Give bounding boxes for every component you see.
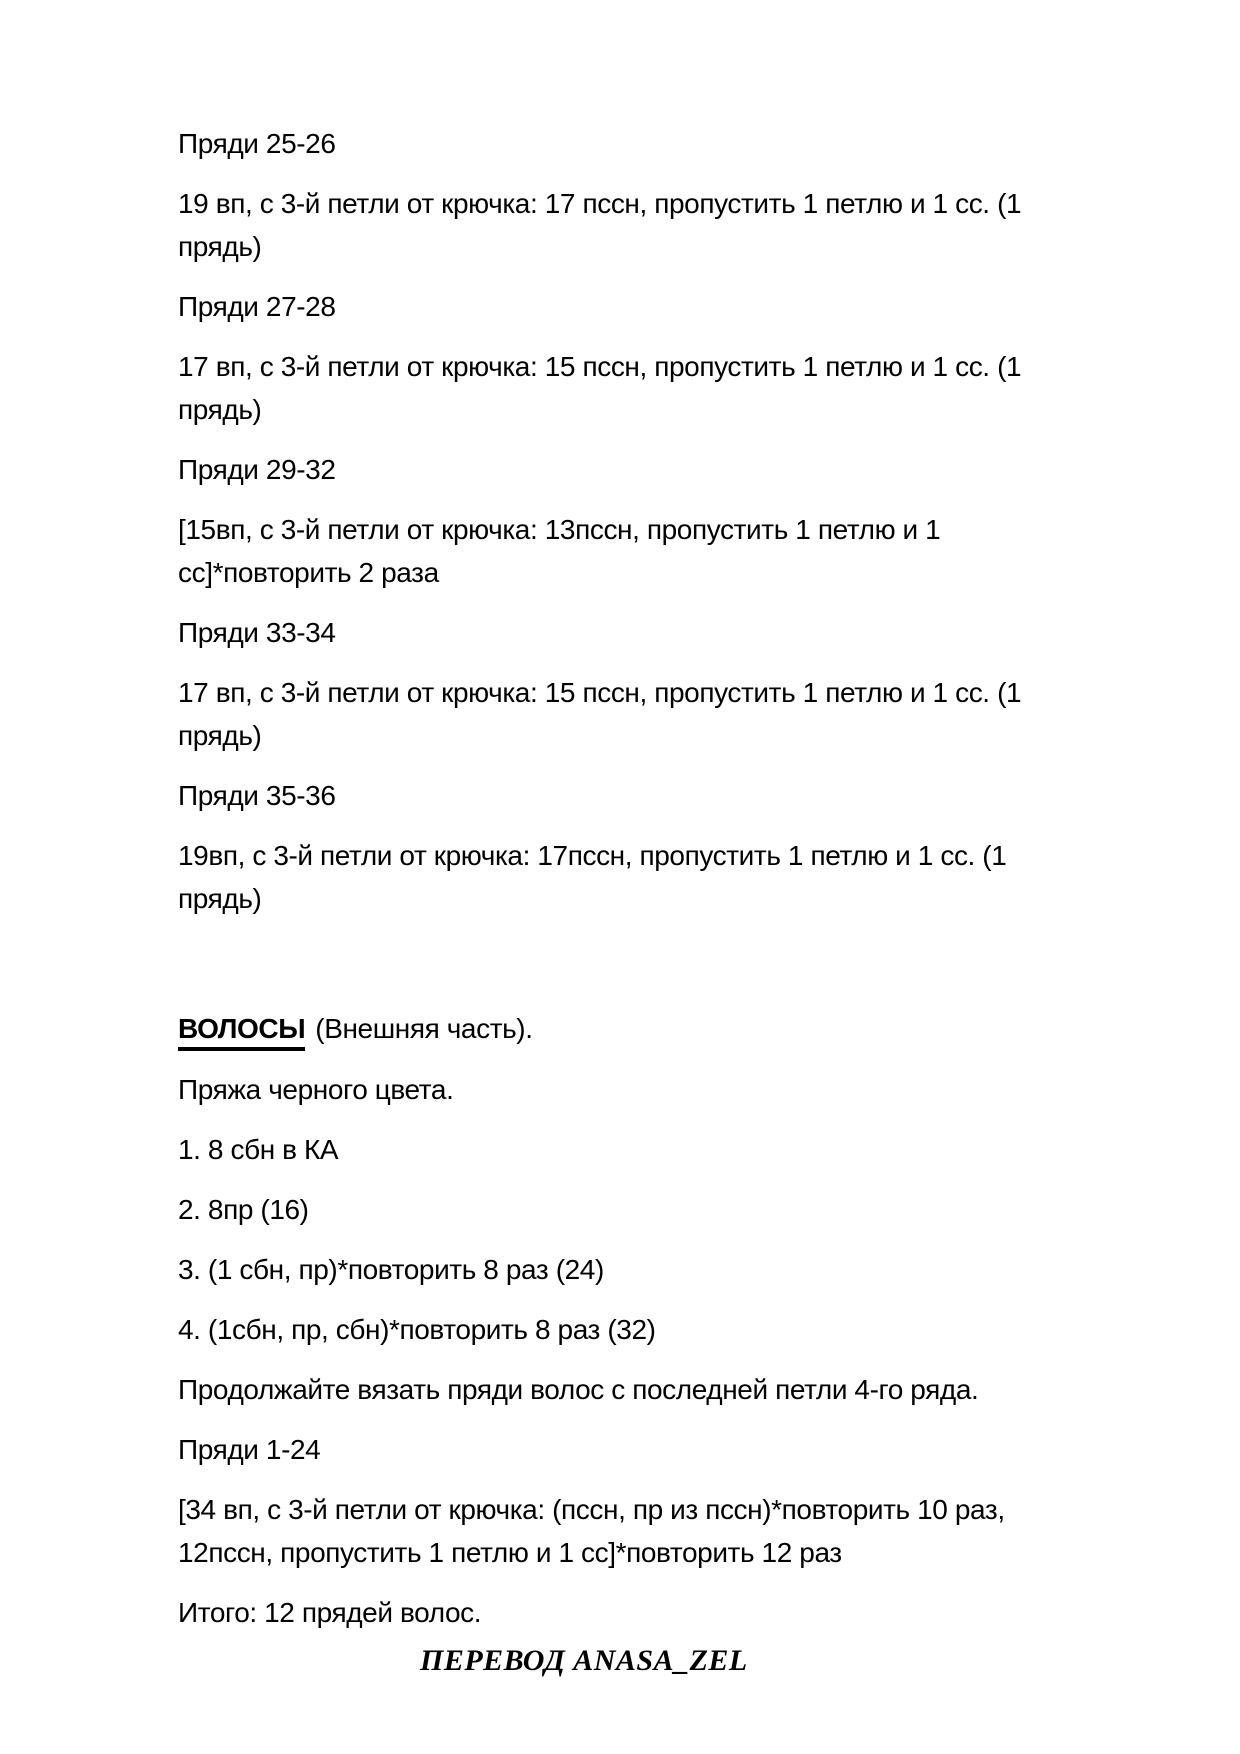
paragraph-round-1 <box>178 1128 1108 1171</box>
text-line: Пряжа черного цвета. <box>178 1074 454 1105</box>
text-line: Пряди 27-28 <box>178 291 336 322</box>
paragraph-strands-33-34-instructions <box>178 671 1108 757</box>
paragraph-strands-29-32-instructions <box>178 508 1108 594</box>
text-line: прядь) <box>178 231 262 262</box>
text-line: 19 вп, с 3-й петли от крючка: 17 пссн, пропустить 1 петлю и 1 сс. (1 <box>178 188 1022 219</box>
text-line: сс]*повторить 2 раза <box>178 557 439 588</box>
text-line: 12пссн, пропустить 1 петлю и 1 сс]*повторить 12 раз <box>178 1537 842 1568</box>
section-gap <box>178 937 1108 1007</box>
text-line: 2. 8пр (16) <box>178 1194 309 1225</box>
paragraph-strands-35-36-heading <box>178 774 1108 817</box>
paragraph-yarn-color <box>178 1068 1108 1111</box>
text-line: Пряди 35-36 <box>178 780 336 811</box>
text-line: Пряди 33-34 <box>178 617 336 648</box>
text-line: [34 вп, с 3-й петли от крючка: (пссн, пр из пссн)*повторить 10 раз, <box>178 1494 1005 1525</box>
text-line: 3. (1 сбн, пр)*повторить 8 раз (24) <box>178 1254 604 1285</box>
text-line: Итого: 12 прядей волос. <box>178 1597 482 1628</box>
text-line: прядь) <box>178 394 262 425</box>
text-line: 17 вп, с 3-й петли от крючка: 15 пссн, пропустить 1 петлю и 1 сс. (1 <box>178 677 1022 708</box>
paragraph-round-4 <box>178 1308 1108 1351</box>
text-line: прядь) <box>178 883 262 914</box>
text-line: 19вп, с 3-й петли от крючка: 17пссн, пропустить 1 петлю и 1 сс. (1 <box>178 840 1007 871</box>
paragraph-strands-35-36-instructions <box>178 834 1108 920</box>
paragraph-strands-27-28-heading <box>178 285 1108 328</box>
paragraph-strands-1-24-heading <box>178 1428 1108 1471</box>
hair-section-heading <box>178 1007 1108 1051</box>
paragraph-strands-29-32-heading <box>178 448 1108 491</box>
document-page <box>178 122 1108 1682</box>
text-line: Пряди 25-26 <box>178 128 336 159</box>
paragraph-strands-25-26-instructions <box>178 182 1108 268</box>
translator-credit: ПЕРЕВОД ANASA_ZEL <box>420 1644 748 1677</box>
hair-heading-subtitle: (Внешняя часть). <box>315 1013 533 1044</box>
text-line: прядь) <box>178 720 262 751</box>
text-line: [15вп, с 3-й петли от крючка: 13пссн, пропустить 1 петлю и 1 <box>178 514 941 545</box>
paragraph-strands-25-26-heading <box>178 122 1108 165</box>
paragraph-total <box>178 1591 1108 1634</box>
paragraph-strands-1-24-instructions <box>178 1488 1108 1574</box>
paragraph-strands-33-34-heading <box>178 611 1108 654</box>
text-line: 4. (1сбн, пр, сбн)*повторить 8 раз (32) <box>178 1314 656 1345</box>
text-line: 17 вп, с 3-й петли от крючка: 15 пссн, пропустить 1 петлю и 1 сс. (1 <box>178 351 1022 382</box>
paragraph-strands-27-28-instructions <box>178 345 1108 431</box>
paragraph-continue-note <box>178 1368 1108 1411</box>
text-line: 1. 8 сбн в КА <box>178 1134 339 1165</box>
text-line: Пряди 1-24 <box>178 1434 321 1465</box>
hair-heading-title: ВОЛОСЫ <box>178 1011 305 1051</box>
text-line: Продолжайте вязать пряди волос с последней петли 4-го ряда. <box>178 1374 979 1405</box>
paragraph-round-2 <box>178 1188 1108 1231</box>
paragraph-round-3 <box>178 1248 1108 1291</box>
text-line: Пряди 29-32 <box>178 454 336 485</box>
